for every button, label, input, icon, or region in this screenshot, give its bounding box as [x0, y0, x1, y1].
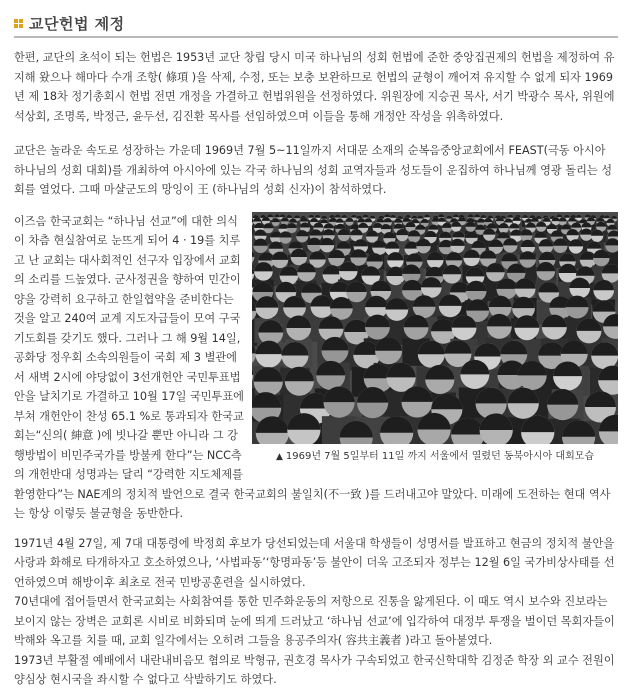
paragraph-1971: 1971년 4월 27일, 제 7대 대통령에 박정희 후보가 당선되었는데 서울대 학생들이 성명서를 발표하고 현금의 정치적 불안을 사랑과 화해로 타개하자고 호소하였으나, ‘사법파동’‘항명파동’등 불안이 더욱 고조되자 정부는 12월 6일 국가비상사태를 선언하였으며 해방이후 최초로 전국 민방공훈련을 실시하였다. — [14, 534, 618, 593]
photo-figure — [252, 212, 618, 464]
photo-caption — [252, 450, 618, 464]
paragraph-1973: 1973년 부활절 예배에서 내란내비음모 혐의로 박형규, 권호경 목사가 구속되었고 한국신학대학 김정준 학장 외 교수 전원이 양심상 현시국을 좌시할 수 없다고 삭발하기도 하였다. — [14, 651, 618, 690]
assembly-crowd-image — [252, 212, 618, 444]
paragraph-1970s: 70년대에 접어들면서 한국교회는 사회참여를 통한 민주화운동의 저항으로 진통을 앓게된다. 이 때도 역시 보수와 진보라는 보이지 않는 장벽은 교회론 시비로 비화되며 눈에 띄게 드러났고 ‘하나님 선교’에 입각하여 대정부 투쟁을 벌이던 목회자들이 박해와 옥고를 치를 때, 교회 일각에서는 오히려 그들을 용공주의자( 容共主義者 )라고 돌아붙였다. — [14, 592, 618, 651]
page-title: 교단헌법 제정 — [29, 13, 125, 34]
caption-marker: ▲ — [276, 452, 283, 462]
article-body — [14, 48, 618, 690]
section-header — [14, 10, 618, 38]
paragraph-feast: 교단은 놀라운 속도로 성장하는 가운데 1969년 7월 5~11일까지 서대문 소재의 순복음중앙교회에서 FEAST(극동 아시아 하나님의 성회 대회)를 개최하여 아시아에 있는 각국 하나님의 성회 교역자들과 성도들이 운집하여 하나님께 영광 돌리는 성회를 열었다. 그때 마샬군도의 망잉이 王 (하나님의 성회 신자)이 참석하였다. — [14, 141, 618, 200]
caption-text: 1969년 7월 5일부터 11일 까지 서울에서 열렸던 동북아시아 대회모습 — [286, 451, 594, 462]
article-figure-section — [14, 212, 618, 524]
crowd-photo — [252, 212, 618, 444]
paragraph-church-politics: 이즈음 한국교회는 “하나님 선교”에 대한 의식이 차츰 현실참여로 눈뜨게 되어 4 · 19를 치루고 난 교회는 대사회적인 선구자 입장에서 교회의 소리를 드높였다. 군사정권을 향하여 민간이양을 강력히 요구하고 한일협약을 준비한다는 것을 알고 240여 교계 지도자급들이 모여 구국기도회를 갖기도 했다. 그러나 그 해 9월 14일, 공화당 정우회 소속의원들이 국회 제 3 별관에서 새벽 2시에 야당없이 3선개헌안 국민투표법안을 날치기로 가결하고 10월 17일 국민투표에 부쳐 개헌안이 찬성 65.1 %로 통과되자 한국교회는“신의( 紳意 )에 빗나갈 뿐만 아니라 그 강행방법이 비민주국가를 방불케 한다”는 NCC측의 개헌반대 성명과는 달리 “강력한 지도체제를 환영한다”는 NAE계의 정치적 발언으로 결국 한국교회의 불일치(不一致 )를 드러내고야 말았다. 미래에 도전하는 현대 역사는 항상 이렇듯 불균형을 동반한다. — [14, 212, 618, 524]
bullet-squares-icon — [14, 19, 23, 28]
paragraph-constitution: 한편, 교단의 초석이 되는 헌법은 1953년 교단 창립 당시 미국 하나님의 성회 헌법에 준한 중앙집권제의 헌법을 제정하여 유지해 왔으나 해마다 수개 조항( 條項 )을 삭제, 수정, 또는 보충 보완하므로 헌법의 균형이 깨어져 유지할 수 없게 되자 1969년 제 18차 정기총회시 헌법 전면 개정을 가결하고 헌법위원을 선정하였다. 위원장에 지승권 목사, 서기 박광수 목사, 위원에 석상회, 조명록, 박정근, 윤두선, 김진환 목사를 선임하였으며 이들을 통해 개정안 작성을 위촉하였다. — [14, 48, 618, 126]
